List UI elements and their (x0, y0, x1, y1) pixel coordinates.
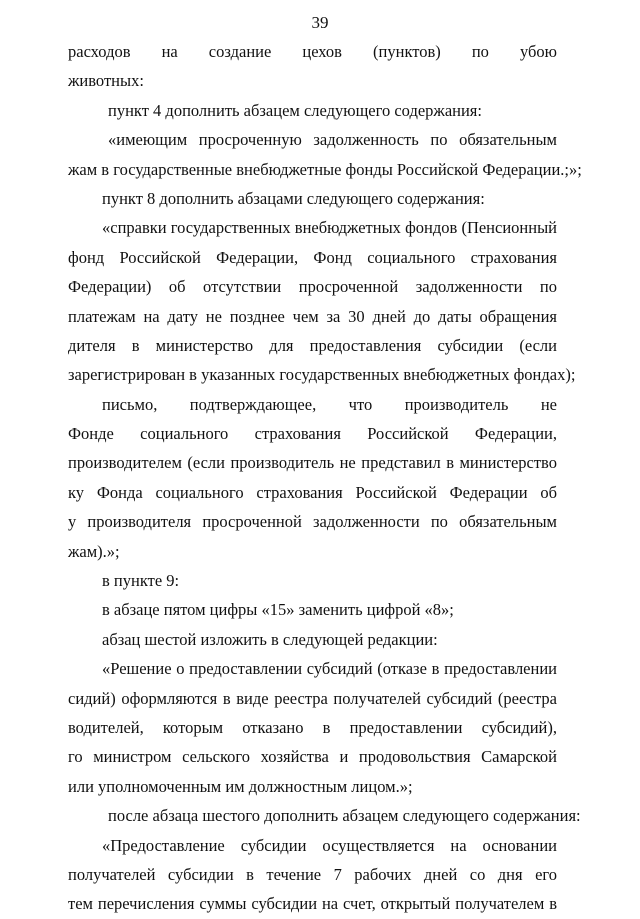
text-line: у производителя просроченной задолженности по обязательным (68, 512, 557, 532)
text-line: ку Фонда социального страхования Российской Федерации об (68, 482, 557, 502)
text-line: сидий) оформляются в виде реестра получателей субсидий (реестра (68, 688, 557, 708)
text-line: «справки государственных внебюджетных фондов (Пенсионный (102, 218, 557, 238)
text-line: пункт 4 дополнить абзацем следующего содержания: (108, 100, 482, 120)
text-line: пункт 8 дополнить абзацами следующего содержания: (102, 188, 485, 208)
text-line: жам).»; (68, 541, 120, 561)
text-line: жам в государственные внебюджетные фонды Российской Федерации.;»; (68, 159, 582, 179)
text-line: «Предоставление субсидии осуществляется на основании (102, 835, 557, 855)
text-line: получателей субсидии в течение 7 рабочих дней со дня его (68, 864, 557, 884)
text-line: в абзаце пятом цифры «15» заменить цифрой «8»; (102, 600, 454, 620)
text-line: зарегистрирован в указанных государственных внебюджетных фондах); (68, 365, 576, 385)
text-line: письмо, подтверждающее, что производитель не (102, 394, 557, 414)
text-line: Федерации) об отсутствии просроченной задолженности по (68, 277, 557, 297)
text-line: тем перечисления суммы субсидии на счет, открытый получателем в (68, 894, 557, 914)
page-number: 39 (311, 13, 329, 32)
text-line: расходов на создание цехов (пунктов) по убою (68, 42, 557, 61)
text-line: го министром сельского хозяйства и продовольствия Самарской (68, 747, 557, 767)
text-line: платежам на дату не позднее чем за 30 дней до даты обращения (68, 306, 557, 326)
text-line: после абзаца шестого дополнить абзацем следующего содержания: (108, 806, 581, 826)
document-body (68, 37, 582, 919)
text-line: фонд Российской Федерации, Фонд социального страхования (68, 247, 557, 267)
text-line: абзац шестой изложить в следующей редакции: (102, 629, 438, 649)
text-line: «Решение о предоставлении субсидий (отказе в предоставлении (102, 659, 557, 679)
text-line: водителей, которым отказано в предоставлении субсидий), (68, 717, 557, 737)
text-line: в пункте 9: (102, 571, 180, 591)
text-line: дителя в министерство для предоставления субсидии (если (68, 335, 557, 355)
text-line: Фонде социального страхования Российской Федерации, (68, 424, 557, 444)
text-line: или уполномоченным им должностным лицом.»; (68, 776, 413, 796)
text-line: производителем (если производитель не представил в министерство (68, 453, 557, 473)
text-line: «имеющим просроченную задолженность по обязательным (108, 130, 557, 150)
text-line: животных: (68, 71, 144, 91)
